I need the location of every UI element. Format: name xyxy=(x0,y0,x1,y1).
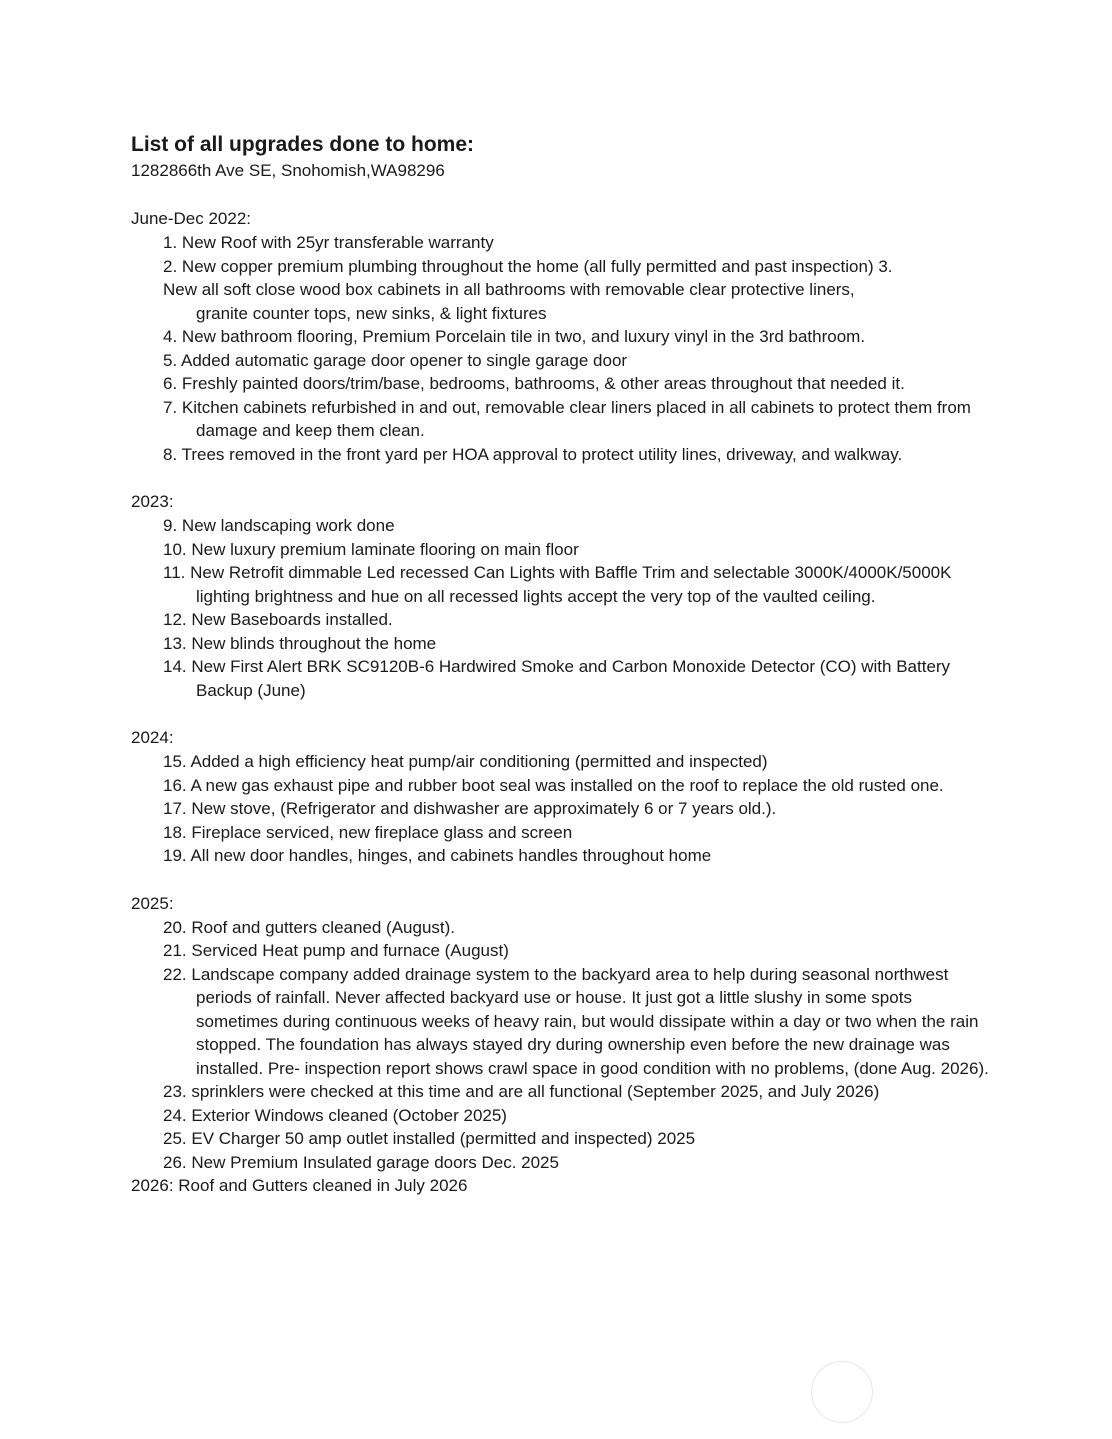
item-text: Roof and gutters cleaned (August). xyxy=(191,917,456,937)
list-item xyxy=(131,608,991,632)
list-item xyxy=(131,372,991,396)
item-text: New luxury premium laminate flooring on main floor xyxy=(191,539,579,559)
list-item xyxy=(131,750,991,774)
item-number: 6. xyxy=(163,374,178,393)
item-text: Exterior Windows cleaned (October 2025) xyxy=(191,1105,507,1125)
list-item xyxy=(131,844,991,868)
item-number: 26. xyxy=(163,1152,187,1172)
item-text: New copper premium plumbing throughout the home (all fully permitted and past inspection) 3. xyxy=(181,256,893,276)
item-number: 18. xyxy=(163,822,187,842)
item-text: Fireplace serviced, new fireplace glass and screen xyxy=(191,822,573,842)
section-2023 xyxy=(131,490,991,702)
upgrade-list xyxy=(131,750,991,868)
floating-circle-button[interactable] xyxy=(811,1361,873,1423)
item-text: New Premium Insulated garage doors Dec. 2025 xyxy=(191,1152,559,1172)
list-item xyxy=(131,655,991,702)
list-item xyxy=(131,1104,991,1128)
item-text: New Retrofit dimmable Led recessed Can Lights with Baffle Trim and selectable 3000K/4000K/5000K lighting brightness and hue on all recessed lights accept the very top of the vaulted ceiling. xyxy=(190,563,952,606)
section-heading: 2025: xyxy=(131,893,174,913)
list-item xyxy=(131,561,991,608)
item-number: 11. xyxy=(163,563,186,582)
item-number: 8. xyxy=(163,444,178,464)
list-item xyxy=(131,538,991,562)
section-2024 xyxy=(131,726,991,868)
item-number: 16. xyxy=(163,775,187,795)
item-text: EV Charger 50 amp outlet installed (permitted and inspected) 2025 xyxy=(191,1129,696,1148)
item-number: 21. xyxy=(163,941,187,960)
item-text: Trees removed in the front yard per HOA approval to protect utility lines, driveway, and walkway. xyxy=(181,444,903,464)
upgrade-list xyxy=(131,514,991,702)
item-text: New stove, (Refrigerator and dishwasher are approximately 6 or 7 years old.). xyxy=(191,799,777,818)
item-number: 10. xyxy=(163,539,187,559)
list-item xyxy=(131,774,991,798)
section-2026-line: 2026: Roof and Gutters cleaned in July 2026 xyxy=(131,1176,468,1195)
item-text: New blinds throughout the home xyxy=(191,633,437,653)
list-item xyxy=(131,396,991,443)
item-number: 4. xyxy=(163,327,178,346)
list-item xyxy=(131,255,991,279)
item-number: 23. xyxy=(163,1082,187,1101)
list-item xyxy=(131,325,991,349)
list-item xyxy=(131,1127,991,1151)
item-number: 22. xyxy=(163,964,187,984)
item-text: New First Alert BRK SC9120B-6 Hardwired Smoke and Carbon Monoxide Detector (CO) with Battery Backup (June) xyxy=(191,657,951,700)
item-text: sprinklers were checked at this time and are all functional (September 2025, and July 2026) xyxy=(191,1082,880,1101)
item-text: Added automatic garage door opener to single garage door xyxy=(180,350,628,370)
item-number: 13. xyxy=(163,633,187,653)
property-address: 1282866th Ave SE, Snohomish,WA98296 xyxy=(131,161,445,180)
section-2025 xyxy=(131,892,991,1175)
item-text: Freshly painted doors/trim/base, bedrooms, bathrooms, & other areas throughout that needed it. xyxy=(181,374,905,393)
item-number: 7. xyxy=(163,397,178,417)
list-item xyxy=(131,1151,991,1175)
item-text: Kitchen cabinets refurbished in and out, removable clear liners placed in all cabinets to protect them from damage and keep them clean. xyxy=(181,397,971,440)
item-number: 24. xyxy=(163,1105,187,1125)
list-item-continuation: granite counter tops, new sinks, & light fixtures xyxy=(196,303,547,323)
item-text: Added a high efficiency heat pump/air conditioning (permitted and inspected) xyxy=(190,752,768,771)
item-number: 9. xyxy=(163,516,178,535)
list-item xyxy=(131,821,991,845)
list-item xyxy=(131,514,991,538)
item-number: 14. xyxy=(163,657,187,676)
item-text: New Baseboards installed. xyxy=(191,610,393,629)
item-number: 17. xyxy=(163,799,187,818)
item-number: 20. xyxy=(163,917,187,937)
item-text: All new door handles, hinges, and cabinets handles throughout home xyxy=(190,846,712,865)
section-2022 xyxy=(131,207,991,466)
list-item xyxy=(131,349,991,373)
upgrade-list xyxy=(131,231,991,278)
list-item-continuation: New all soft close wood box cabinets in all bathrooms with removable clear protective liners, xyxy=(163,280,855,299)
document-page xyxy=(131,131,991,1198)
item-text: Serviced Heat pump and furnace (August) xyxy=(191,941,509,960)
item-number: 25. xyxy=(163,1129,187,1148)
upgrade-list xyxy=(131,916,991,1175)
item-number: 19. xyxy=(163,846,187,865)
section-heading: June-Dec 2022: xyxy=(131,209,252,228)
item-text: New Roof with 25yr transferable warranty xyxy=(181,233,494,252)
section-heading: 2024: xyxy=(131,728,174,747)
list-item xyxy=(131,939,991,963)
item-text: New landscaping work done xyxy=(181,516,395,535)
list-item xyxy=(131,1080,991,1104)
item-number: 2. xyxy=(163,256,178,276)
list-item xyxy=(131,443,991,467)
item-number: 15. xyxy=(163,752,187,771)
section-heading: 2023: xyxy=(131,492,174,511)
item-text: New bathroom flooring, Premium Porcelain tile in two, and luxury vinyl in the 3rd bathroom. xyxy=(181,327,866,346)
item-number: 1. xyxy=(163,233,178,252)
item-text: Landscape company added drainage system to the backyard area to help during seasonal northwest periods of rainfall. Never affected backyard use or house. It just got a little slushy in some spots sometimes during continuous weeks of heavy rain, but would dissipate within a day or two when the rain stopped. The foundation has always stayed dry during ownership even before the new drainage was installed. Pre- inspection report shows crawl space in good condition with no problems, (done Aug. 2026). xyxy=(191,964,989,1078)
list-item xyxy=(131,916,991,940)
list-item xyxy=(131,231,991,255)
page-title: List of all upgrades done to home: xyxy=(131,133,475,156)
list-item xyxy=(131,632,991,656)
item-text: A new gas exhaust pipe and rubber boot seal was installed on the roof to replace the old rusted one. xyxy=(190,775,944,795)
item-number: 5. xyxy=(163,350,178,370)
item-number: 12. xyxy=(163,610,187,629)
upgrade-list xyxy=(131,325,991,466)
list-item xyxy=(131,963,991,1081)
list-item xyxy=(131,797,991,821)
